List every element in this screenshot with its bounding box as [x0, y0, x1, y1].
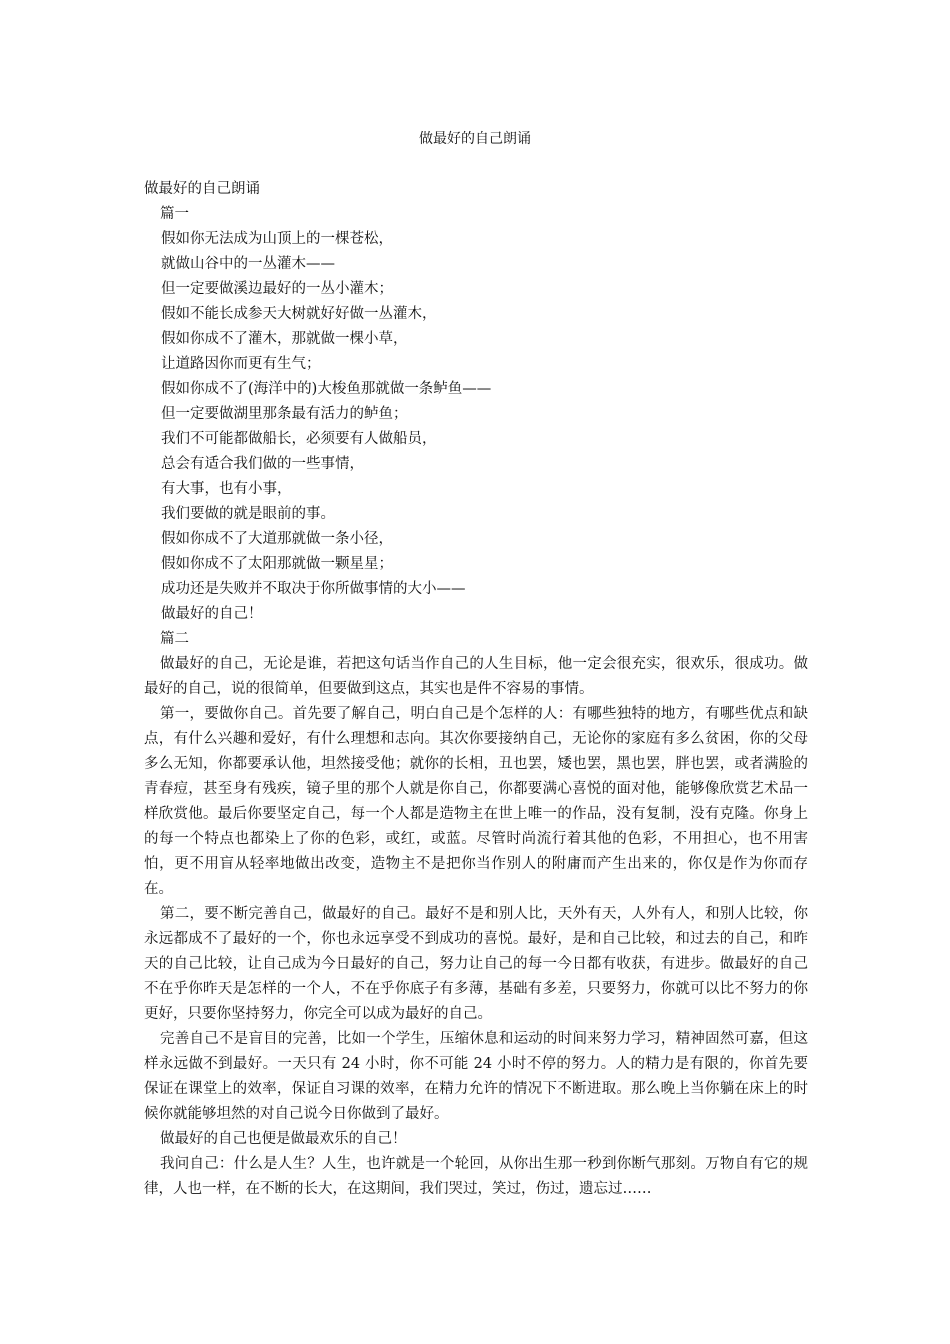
document-body: [144, 177, 808, 1202]
paragraph: 完善自己不是盲目的完善，比如一个学生，压缩休息和运动的时间来努力学习，精神固然可嘉，但这样永远做不到最好。一天只有 24 小时，你不可能 24 小时不停的努力。人的精力是有限的，你首先要保证在课堂上的效率，保证自习课的效率，在精力允许的情况下不断进取。那么晚上当你躺在床上的时候你就能够坦然的对自己说今日你做到了最好。: [144, 1031, 808, 1122]
article-heading: 做最好的自己朗诵: [144, 181, 260, 197]
poem-line: 成功还是失败并不取决于你所做事情的大小——: [161, 581, 466, 597]
poem-line: 但一定要做湖里那条最有活力的鲈鱼；: [161, 406, 408, 422]
poem-line: 假如你成不了太阳那就做一颗星星；: [161, 556, 393, 572]
poem-line: 就做山谷中的一丛灌木——: [161, 256, 335, 272]
document-title: 做最好的自己朗诵: [419, 131, 531, 147]
poem-line: 假如不能长成参天大树就好好做一丛灌木，: [161, 306, 437, 322]
poem-line: 假如你无法成为山顶上的一棵苍松，: [161, 231, 393, 247]
poem-line: 假如你成不了灌木，那就做一棵小草，: [161, 331, 408, 347]
poem-line: 但一定要做溪边最好的一丛小灌木；: [161, 281, 393, 297]
poem-line: 我们不可能都做船长，必须要有人做船员，: [161, 431, 437, 447]
paragraph: 做最好的自己也便是做最欢乐的自己！: [160, 1131, 407, 1147]
paragraph: 我问自己：什么是人生？人生，也许就是一个轮回，从你出生那一秒到你断气那刻。万物自有它的规律，人也一样，在不断的长大，在这期间，我们哭过，笑过，伤过，遗忘过……: [144, 1156, 808, 1197]
poem-line: 我们要做的就是眼前的事。: [161, 506, 335, 522]
poem-line: 有大事，也有小事，: [161, 481, 292, 497]
section-label-1: 篇一: [160, 206, 189, 222]
section-label-2: 篇二: [160, 631, 189, 647]
poem-line: 假如你成不了大道那就做一条小径，: [161, 531, 393, 547]
paragraph: 第一，要做你自己。首先要了解自己，明白自己是个怎样的人：有哪些独特的地方，有哪些优点和缺点，有什么兴趣和爱好，有什么理想和志向。其次你要接纳自己，无论你的家庭有多么贫困，你的父母多么无知，你都要承认他，坦然接受他；就你的长相，丑也罢，矮也罢，黑也罢，胖也罢，或者满脸的青春痘，甚至身有残疾，镜子里的那个人就是你自己，你都要满心喜悦的面对他，能够像欣赏艺术品一样欣赏他。最后你要坚定自己，每一个人都是造物主在世上唯一的作品，没有复制，没有克隆。你身上的每一个特点也都染上了你的色彩，或红，或蓝。尽管时尚流行着其他的色彩，不用担心，也不用害怕，更不用盲从轻率地做出改变，造物主不是把你当作别人的附庸而产生出来的，你仅是作为你而存在。: [144, 706, 808, 897]
poem-line: 让道路因你而更有生气；: [161, 356, 321, 372]
poem-line: 做最好的自己！: [161, 606, 263, 622]
paragraph: 做最好的自己，无论是谁，若把这句话当作自己的人生目标，他一定会很充实，很欢乐，很成功。做最好的自己，说的很简单，但要做到这点，其实也是件不容易的事情。: [144, 656, 808, 697]
poem-line: 假如你成不了(海洋中的)大梭鱼那就做一条鲈鱼——: [161, 381, 492, 397]
poem-line: 总会有适合我们做的一些事情，: [161, 456, 364, 472]
paragraph: 第二，要不断完善自己，做最好的自己。最好不是和别人比，天外有天，人外有人，和别人比较，你永远都成不了最好的一个，你也永远享受不到成功的喜悦。最好，是和自己比较，和过去的自己，和昨天的自己比较，让自己成为今日最好的自己，努力让自己的每一今日都有收获，有进步。做最好的自己不在乎你昨天是怎样的一个人，不在乎你底子有多薄，基础有多差，只要努力，你就可以比不努力的你更好，只要你坚持努力，你完全可以成为最好的自己。: [144, 906, 808, 1022]
